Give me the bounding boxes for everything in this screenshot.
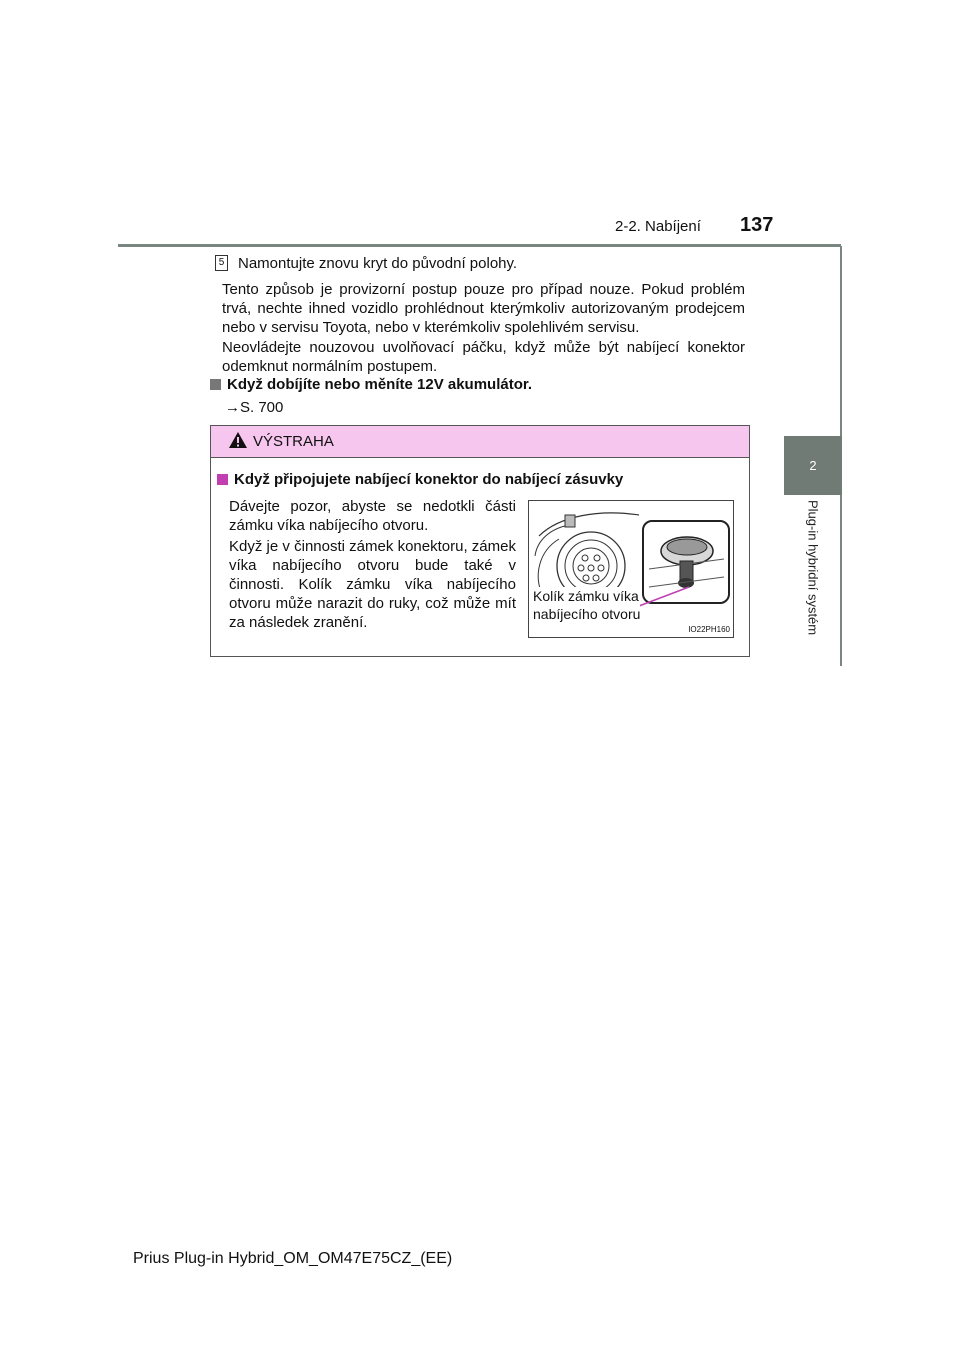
warning-header xyxy=(211,426,749,458)
step-note-2: Neovládejte nouzovou uvolňovací páčku, když může být nabíjecí konektor odemknut normálním postupem. xyxy=(222,339,745,375)
warning-heading-text: Když připojujete nabíjecí konektor do nabíjecí zásuvky xyxy=(234,471,624,488)
page-number: 137 xyxy=(740,214,774,236)
callout-line-1: Kolík zámku víka xyxy=(533,588,639,604)
chapter-label: Plug-in hybridní systém xyxy=(805,500,821,636)
charging-port-illustration xyxy=(528,500,734,638)
square-bullet-icon xyxy=(210,379,221,390)
chapter-tab: 2 xyxy=(784,436,842,495)
warning-title: VÝSTRAHA xyxy=(253,433,334,450)
warning-box xyxy=(210,425,750,657)
header-section: 2-2. Nabíjení xyxy=(615,218,701,235)
bullet-heading xyxy=(210,376,532,393)
chapter-label-wrap xyxy=(784,500,842,660)
image-code: IO22PH160 xyxy=(688,625,730,634)
callout-line-2: nabíjecího otvoru xyxy=(533,606,641,622)
page-reference[interactable]: →S. 700 xyxy=(225,399,284,416)
warning-paragraph-1: Dávejte pozor, abyste se nedotkli části zámku víka nabíjecího otvoru. xyxy=(229,498,516,534)
step-note-1: Tento způsob je provizorní postup pouze pro případ nouze. Pokud problém trvá, nechte ihned vozidlo prohlédnout kterýmkoliv autorizovaným prodejcem nebo v servisu Toyota, nebo v kterémkoliv spolehlivém servisu. xyxy=(222,281,745,336)
header-rule xyxy=(118,244,841,247)
warning-heading xyxy=(217,471,623,488)
footer-text: Prius Plug-in Hybrid_OM_OM47E75CZ_(EE) xyxy=(133,1250,453,1267)
step-number: 5 xyxy=(215,255,228,271)
callout-label xyxy=(533,587,640,623)
square-bullet-icon xyxy=(217,474,228,485)
warning-triangle-icon xyxy=(228,431,248,449)
bullet-heading-text: Když dobíjíte nebo měníte 12V akumulátor. xyxy=(227,376,533,393)
step-instruction: Namontujte znovu kryt do původní polohy. xyxy=(238,255,518,272)
warning-paragraph-2: Když je v činnosti zámek konektoru, zámek víka nabíjecího otvoru bude také v činnosti. Kolík zámku víka nabíjecího otvoru může narazit do ruky, což může mít za následek zranění. xyxy=(229,538,516,631)
